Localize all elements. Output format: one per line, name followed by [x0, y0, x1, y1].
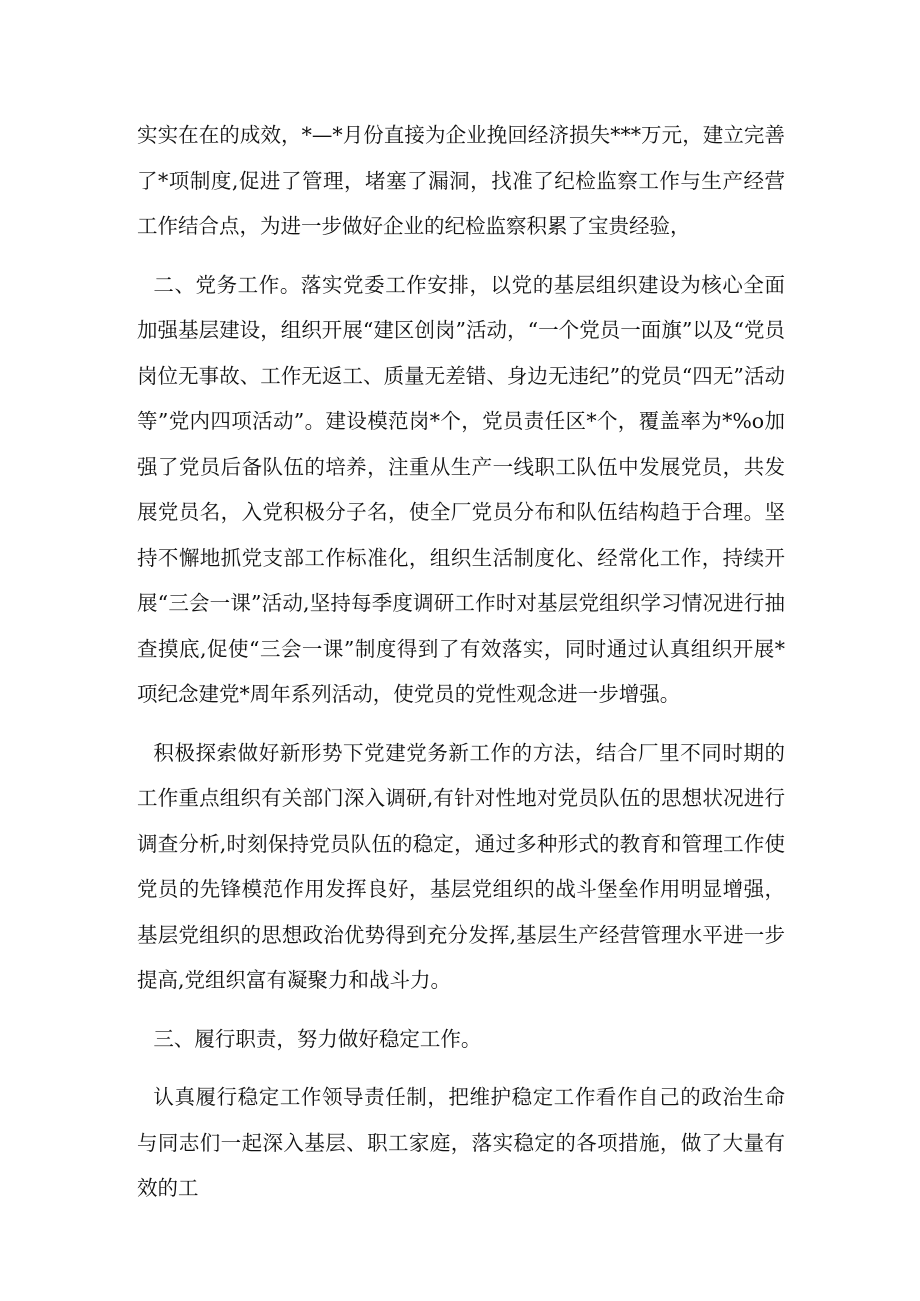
- document-body: [137, 113, 785, 1212]
- paragraph-1: 实实在在的成效，*—*月份直接为企业挽回经济损失***万元，建立完善了*项制度,促进了管理，堵塞了漏洞，找准了纪检监察工作与生产经营工作结合点，为进一步做好企业的纪检监察积累了宝贵经验，: [137, 123, 785, 238]
- paragraph-5: 认真履行稳定工作领导责任制，把维护稳定工作看作自己的政治生命与同志们一起深入基层、职工家庭，落实稳定的各项措施，做了大量有效的工: [137, 1085, 785, 1200]
- paragraph-3: 积极探索做好新形势下党建党务新工作的方法，结合厂里不同时期的工作重点组织有关部门深入调研,有针对性地对党员队伍的思想状况进行调查分析,时刻保持党员队伍的稳定，通过多种形式的教育和管理工作使党员的先锋模范作用发挥良好，基层党组织的战斗堡垒作用明显增强，基层党组织的思想政治优势得到充分发挥,基层生产经营管理水平进一步提高,党组织富有凝聚力和战斗力。: [137, 740, 785, 992]
- paragraph-2: 二、党务工作。落实党委工作安排，以党的基层组织建设为核心全面加强基层建设，组织开展“建区创岗”活动，“一个党员一面旗”以及“党员岗位无事故、工作无返工、质量无差错、身边无违纪”的党员“四无”活动等”党内四项活动”。建设模范岗*个，党员责任区*个，覆盖率为*%o加强了党员后备队伍的培养，注重从生产一线职工队伍中发展党员，共发展党员名，入党积极分子名，使全厂党员分布和队伍结构趋于合理。坚持不懈地抓党支部工作标准化，组织生活制度化、经常化工作，持续开展“三会一课”活动,坚持每季度调研工作时对基层党组织学习情况进行抽查摸底,促使“三会一课”制度得到了有效落实，同时通过认真组织开展*项纪念建党*周年系列活动，使党员的党性观念进一步增强。: [137, 272, 785, 706]
- paragraph-4-heading: 三、履行职责，努力做好稳定工作。: [153, 1026, 482, 1051]
